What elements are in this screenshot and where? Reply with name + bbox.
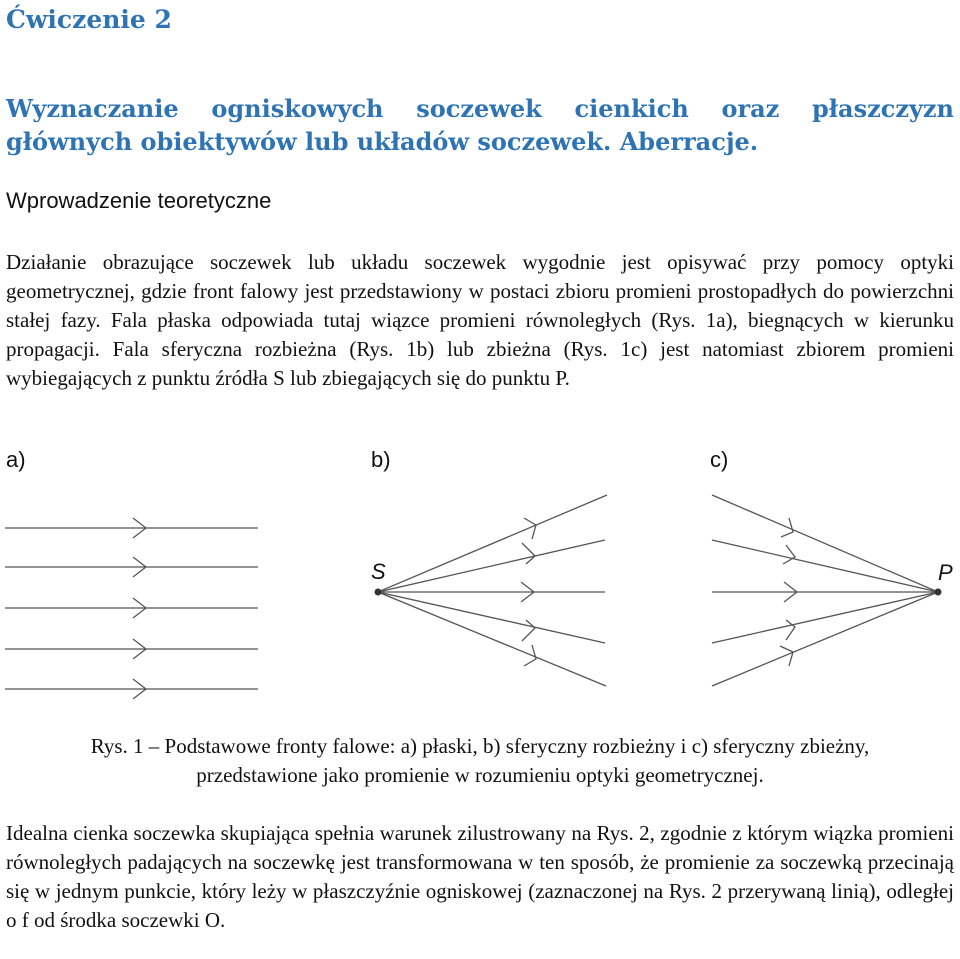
exercise-title: Ćwiczenie 2 — [6, 5, 172, 34]
section-heading: Wprowadzenie teoretyczne — [6, 188, 272, 213]
diverging-rays — [378, 495, 607, 686]
caption-line-2: przedstawione jako promienie w rozumieniu optyki geometrycznej. — [196, 763, 764, 787]
panel-a-label: a) — [6, 447, 26, 472]
figure-caption — [0, 732, 960, 790]
exercise-subtitle: Wyznaczanie ogniskowych soczewek cienkich oraz płaszczyzn głównych obiektywów lub układów soczewek. Aberracje. — [6, 94, 954, 156]
source-point-s — [375, 589, 382, 596]
point-s-label: S — [371, 559, 386, 584]
point-p-label: P — [938, 560, 953, 585]
panel-b-label: b) — [371, 447, 391, 472]
focus-point-p — [935, 589, 942, 596]
wavefront-figure — [0, 440, 960, 725]
converging-rays — [712, 495, 938, 686]
panel-c-label: c) — [710, 447, 729, 472]
caption-line-1: Rys. 1 – Podstawowe fronty falowe: a) płaski, b) sferyczny rozbieżny i c) sferyczny zbieżny, — [90, 734, 870, 758]
intro-paragraph: Działanie obrazujące soczewek lub układu soczewek wygodnie jest opisywać przy pomocy optyki geometrycznej, gdzie front falowy jest przedstawiony w postaci zbioru promieni prostopadłych do powierzchni stałej fazy. Fala płaska odpowiada tutaj wiązce promieni równoległych (Rys. 1a), biegnących w kierunku propagacji. Fala sferyczna rozbieżna (Rys. 1b) lub zbieżna (Rys. 1c) jest natomiast zbiorem promieni wybiegających z punktu źródła S lub zbiegających się do punktu P. — [6, 250, 954, 390]
plane-wave-rays — [5, 518, 258, 699]
lens-paragraph: Idealna cienka soczewka skupiająca spełnia warunek zilustrowany na Rys. 2, zgodnie z którym wiązka promieni równoległych padających na soczewkę jest transformowana w ten sposób, że promienie za soczewką przecinają się w jednym punkcie, który leży w płaszczyźnie ogniskowej (zaznaczonej na Rys. 2 przerywaną linią), odległej o f od środka soczewki O. — [6, 821, 954, 932]
